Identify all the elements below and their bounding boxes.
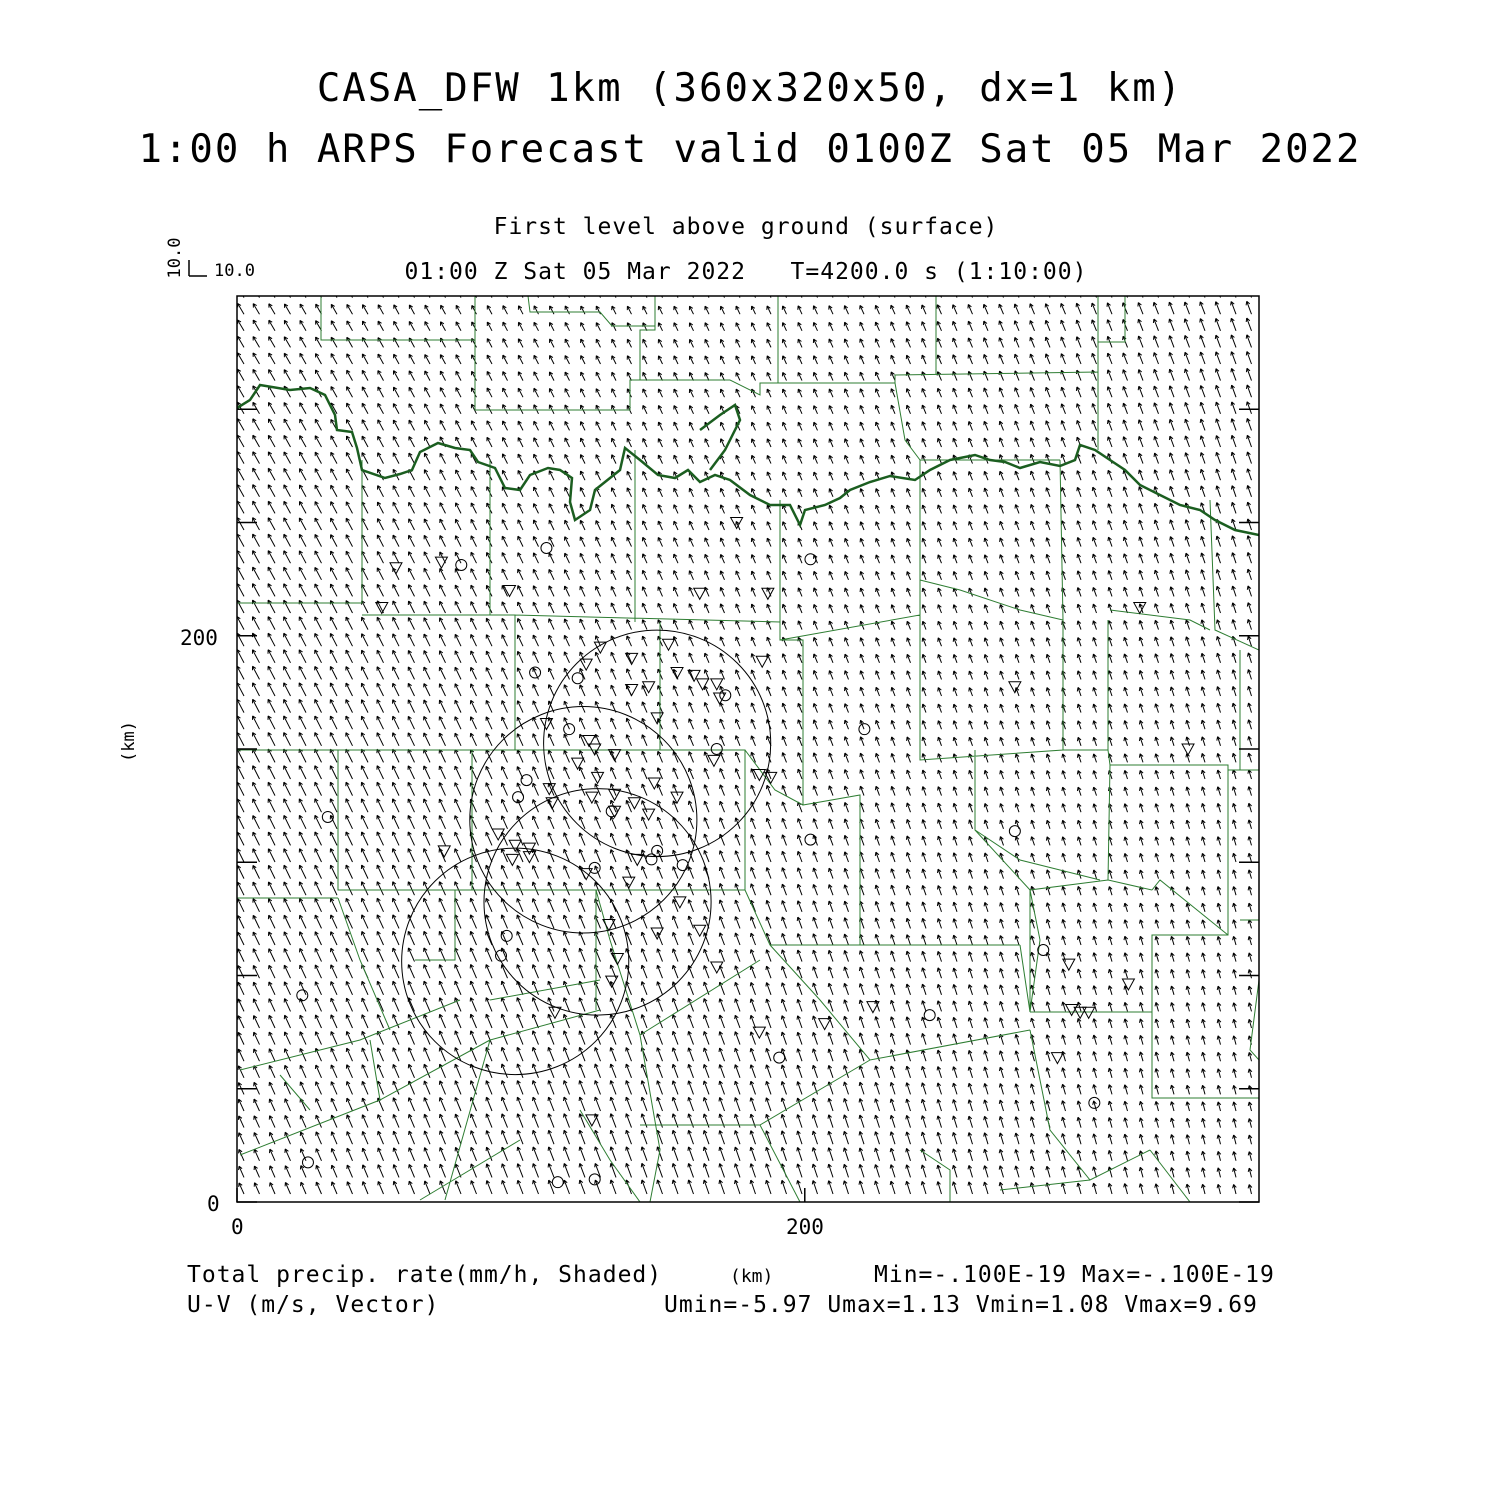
station-triangle-icon	[694, 588, 706, 599]
y-tick-200: 200	[180, 626, 218, 650]
x-tick-0: 0	[231, 1215, 244, 1239]
station-circle-icon	[1038, 945, 1049, 956]
station-triangle-icon	[753, 1027, 765, 1038]
station-circle-icon	[924, 1010, 935, 1021]
reference-vector-icon	[189, 260, 207, 276]
station-triangle-icon	[623, 877, 635, 888]
x-axis-label: (km)	[730, 1266, 774, 1287]
station-triangle-icon	[509, 840, 521, 851]
main-title-line1: CASA_DFW 1km (360x320x50, dx=1 km)	[316, 66, 1184, 111]
station-circle-icon	[646, 854, 657, 865]
station-triangle-icon	[663, 639, 675, 650]
reference-vector-x-label: 10.0	[214, 261, 255, 281]
station-triangle-icon	[1182, 744, 1194, 755]
station-circle-icon	[541, 542, 552, 553]
station-circle-icon	[677, 860, 688, 871]
station-circle-icon	[297, 990, 308, 1001]
station-triangle-icon	[438, 846, 450, 857]
station-circle-icon	[774, 1052, 785, 1063]
station-circle-icon	[572, 673, 583, 684]
station-triangle-icon	[592, 772, 604, 783]
station-triangle-icon	[1009, 682, 1021, 693]
station-circle-icon	[720, 690, 731, 701]
axis-ticks	[237, 409, 1259, 1202]
station-circle-icon	[805, 834, 816, 845]
station-triangle-icon	[756, 656, 768, 667]
reference-vector-y-label: 10.0	[165, 237, 185, 279]
vector-field-label: U-V (m/s, Vector)	[187, 1292, 440, 1318]
county-boundaries	[237, 296, 1259, 1202]
valid-time-subtitle: 01:00 Z Sat 05 Mar 2022 T=4200.0 s (1:10:00)	[404, 259, 1088, 285]
wind-vector-field	[237, 285, 1252, 1194]
station-triangle-icon	[708, 755, 720, 766]
station-circle-icon	[859, 724, 870, 735]
main-title-line2: 1:00 h ARPS Forecast valid 0100Z Sat 05 Mar 2022	[138, 127, 1362, 172]
station-circle-icon	[1009, 826, 1020, 837]
station-triangle-icon	[390, 563, 402, 574]
station-triangle-icon	[506, 854, 518, 865]
station-circle-icon	[456, 559, 467, 570]
y-tick-0: 0	[207, 1192, 220, 1216]
station-triangle-icon	[580, 659, 592, 670]
station-triangle-icon	[819, 1019, 831, 1030]
radar-ring-4	[402, 848, 629, 1075]
shaded-field-label: Total precip. rate(mm/h, Shaded)	[187, 1262, 663, 1288]
plot-frame	[237, 296, 1259, 1202]
station-circle-icon	[521, 775, 532, 786]
red-river-boundary	[237, 385, 1259, 535]
min-max-readout: Min=-.100E-19 Max=-.100E-19	[874, 1262, 1275, 1288]
radar-ring-1	[544, 630, 771, 857]
station-circle-icon	[501, 930, 512, 941]
wind-vectors	[237, 285, 1252, 1194]
station-circle-icon	[302, 1157, 313, 1168]
station-circle-icon	[552, 1177, 563, 1188]
station-triangle-icon	[1063, 959, 1075, 970]
station-triangle-icon	[1083, 1007, 1095, 1018]
station-circle-icon	[805, 554, 816, 565]
station-triangle-icon	[628, 798, 640, 809]
station-triangle-icon	[711, 962, 723, 973]
station-circle-icon	[711, 744, 722, 755]
station-triangle-icon	[631, 854, 643, 865]
y-axis-label: (km)	[119, 721, 139, 762]
station-triangle-icon	[572, 758, 584, 769]
x-tick-200: 200	[786, 1215, 824, 1239]
level-subtitle: First level above ground (surface)	[493, 214, 999, 240]
uv-range-readout: Umin=-5.97 Umax=1.13 Vmin=1.08 Vmax=9.69	[664, 1292, 1258, 1318]
